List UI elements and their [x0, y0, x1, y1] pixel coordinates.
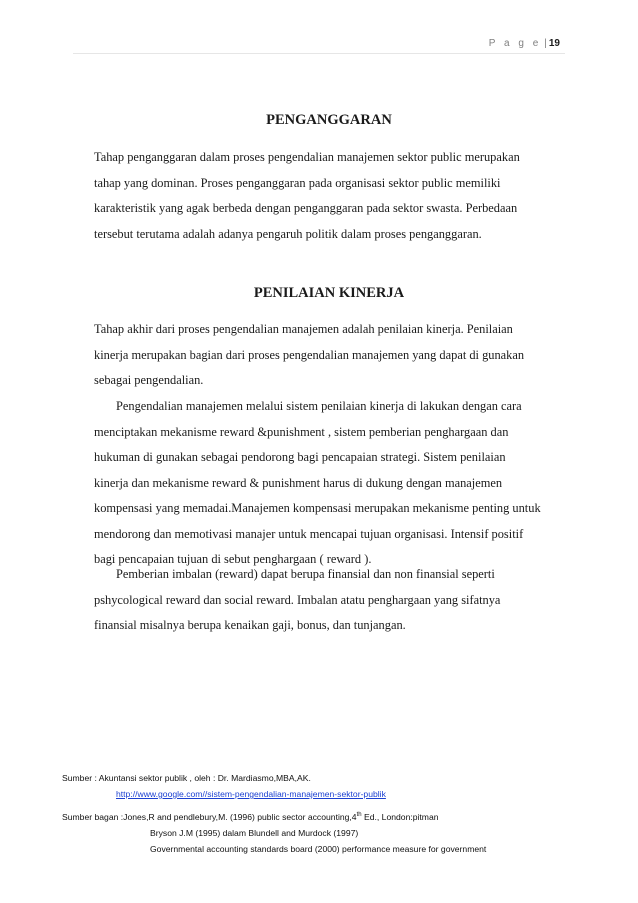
- text-line: mendorong dan memotivasi manajer untuk mencapai tujuan organisasi. Intensif positif: [94, 526, 524, 541]
- text-line: kinerja merupakan bagian dari proses pengendalian manajemen yang dapat di gunakan: [94, 347, 525, 362]
- header-divider: [73, 53, 565, 54]
- source-2-text-end: Ed., London:pitman: [361, 812, 439, 822]
- source-1: Sumber : Akuntansi sektor publik , oleh : Dr. Mardiasmo,MBA,AK.: [62, 773, 311, 783]
- text-line: karakteristik yang agak berbeda dengan penganggaran pada sektor swasta. Perbedaan: [94, 201, 518, 215]
- paragraph-penilaian-2: [94, 394, 564, 573]
- text-line: menciptakan mekanisme reward &punishment , sistem pemberian penghargaan dan: [94, 424, 509, 439]
- text-line: pshycological reward dan social reward. Imbalan atatu penghargaan yang sifatnya: [94, 592, 501, 607]
- source-2-line-3: Governmental accounting standards board (2000) performance measure for government: [150, 844, 487, 854]
- text-line: Tahap akhir dari proses pengendalian manajemen adalah penilaian kinerja. Penilaian: [94, 322, 513, 336]
- text-line: Pengendalian manajemen melalui sistem penilaian kinerja di lakukan dengan cara: [116, 399, 522, 413]
- section-title-penganggaran: PENGANGGARAN: [266, 112, 392, 128]
- page-label: P a g e: [488, 38, 542, 49]
- text-line: kompensasi yang memadai.Manajemen kompensasi merupakan mekanisme penting untuk: [94, 501, 541, 515]
- text-line: Pemberian imbalan (reward) dapat berupa finansial dan non finansial seperti: [116, 567, 495, 581]
- source-2-line-2: Bryson J.M (1995) dalam Blundell and Murdock (1997): [150, 828, 359, 838]
- section-title-penilaian-kinerja: PENILAIAN KINERJA: [253, 285, 405, 301]
- text-line: tahap yang dominan. Proses penganggaran pada organisasi sektor public memiliki: [94, 175, 501, 190]
- page-number: 19: [548, 38, 560, 49]
- text-line: Tahap penganggaran dalam proses pengendalian manajemen sektor public merupakan: [94, 150, 520, 164]
- sources-block: [62, 770, 622, 857]
- page-separator: |: [544, 38, 547, 49]
- text-line: hukuman di gunakan sebagai pendorong bagi pencapaian strategi. Sistem penilaian: [94, 450, 506, 464]
- source-2-superscript: th: [356, 812, 362, 819]
- page-header: [489, 38, 560, 49]
- text-line: kinerja dan mekanisme reward & punishment harus di dukung dengan manajemen: [94, 475, 503, 490]
- paragraph-penilaian-1: [94, 317, 564, 394]
- source-link[interactable]: http://www.google.com//sistem-pengendalian-manajemen-sektor-publik: [116, 789, 386, 799]
- text-line: tersebut terutama adalah adanya pengaruh politik dalam proses penganggaran.: [94, 226, 482, 241]
- paragraph-penilaian-3: [94, 562, 564, 639]
- text-line: sebagai pengendalian.: [94, 373, 204, 387]
- source-2-text: Sumber bagan :Jones,R and pendlebury,M. (1996) public sector accounting,4: [62, 812, 357, 822]
- source-2: [62, 809, 622, 825]
- text-line: bagi pencapaian tujuan di sebut penghargaan ( reward ).: [94, 552, 372, 566]
- text-line: finansial misalnya berupa kenaikan gaji, bonus, dan tunjangan.: [94, 618, 406, 632]
- paragraph-penganggaran: [94, 145, 564, 247]
